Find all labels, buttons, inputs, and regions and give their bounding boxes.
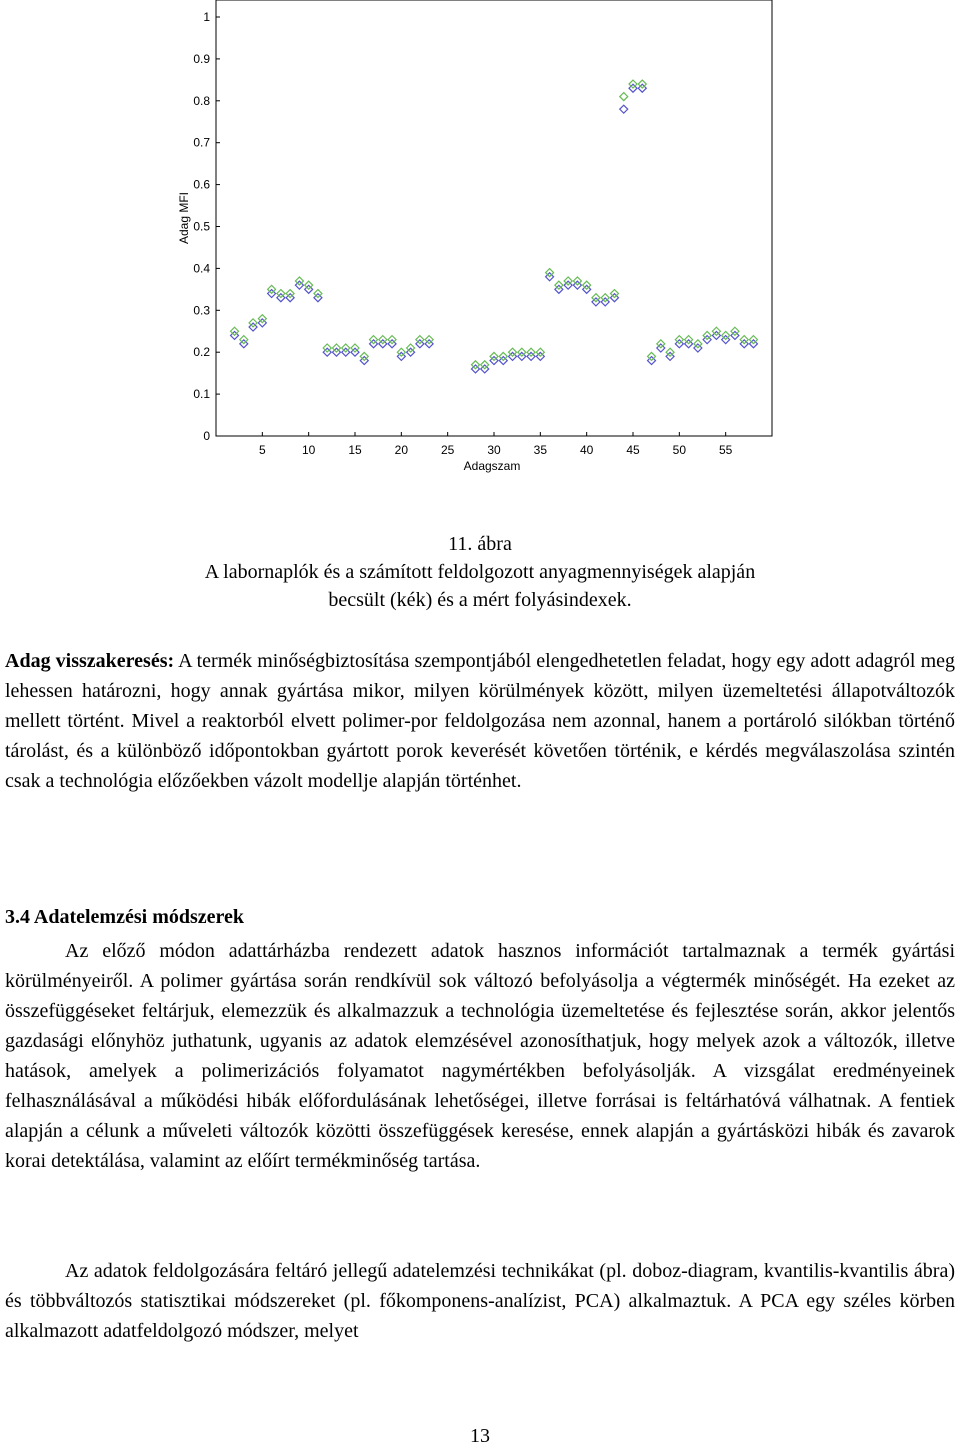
page-number: 13 [470,1425,490,1447]
paragraph-adag-visszakereses [5,646,955,796]
figure-caption-line: A labornaplók és a számított feldolgozott anyagmennyiségek alapján [204,561,756,583]
x-tick-label: 45 [626,443,640,457]
y-axis-label: Adag MFI [177,191,191,245]
scatter-chart [0,0,960,480]
x-tick-label: 40 [579,443,594,457]
y-tick-label: 0.3 [193,303,210,318]
figure-caption-number: 11. ábra [448,533,512,555]
y-tick-label: 0.8 [193,93,210,108]
x-tick-label: 30 [487,443,501,457]
y-tick-label: 0.2 [193,345,210,360]
x-tick-label: 15 [348,443,362,457]
y-tick-label: 0.4 [193,261,210,276]
paragraph-text: A termék minőségbiztosítása szempontjából elengedhetetlen feladat, hogy egy adott adagról meg lehessen határozni, hogy annak gyártása mikor, milyen körülmények között, milyen üzemeltetési állapotváltozók mellett történt. Mivel a reaktorból elvett polimer-por feldolgozása nem azonnal, hanem a portároló silókban történő tárolást, és a különböző időpontokban gyártott porok keverését követően történik, e kérdés megválaszolása szintén csak a technológia előzőekben vázolt modellje alapján történhet. [5,650,956,792]
section-heading: 3.4 Adatelemzési módszerek [5,906,245,928]
y-tick-label: 0.1 [193,387,210,402]
y-tick-label: 0 [203,429,210,443]
paragraph-pca: Az adatok feldolgozására feltáró jellegű adatelemzési technikákat (pl. doboz-diagram, kvantilis-kvantilis ábra) és többváltozós statisztikai módszereket (pl. főkomponens-analízist, PCA) alkalmaztuk. A PCA egy széles körben alkalmazott adatfeldolgozó módszer, melyet [5,1260,955,1342]
x-tick-label: 5 [258,443,266,457]
paragraph-lead: Adag visszakeresés: [5,650,175,672]
y-tick-label: 0.7 [193,135,210,150]
y-tick-label: 1 [203,10,210,24]
y-tick-label: 0.9 [193,51,210,66]
x-tick-label: 20 [394,443,409,457]
x-tick-label: 35 [533,443,548,457]
plot-area [216,0,772,436]
x-tick-label: 10 [301,443,316,457]
y-tick-label: 0.6 [193,177,210,192]
x-axis-label: Adagszam [463,459,521,473]
paragraph-adatelemzes: Az előző módon adattárházba rendezett adatok hasznos információt tartalmaznak a termék gyártási körülményeiről. A polimer gyártása során rendkívül sok változó befolyásolja a végtermék minőségét. Ha ezeket az összefüggéseket feltárjuk, elemezzük és alkalmazzuk a technológia üzemeltetése és fejlesztése során, akkor jelentős gazdasági előnyhöz juthatunk, ugyanis az adatok elemzésével azonosíthatjuk, hogy melyek azok a változók, illetve hatások, amelyek a polimerizációs folyamatot nagymértékben befolyásolják. A vizsgálat eredményeinek felhasználásával a működési hibák előfordulásának lehetőségei, illetve forrásai is feltárhatóvá válhatnak. A fentiek alapján a célunk a műveleti változók közötti összefüggések keresése, ennek alapján a gyártásközi hibák és zavarok korai detektálása, valamint az előírt termékminőség tartása. [5,940,955,1172]
x-tick-label: 50 [672,443,687,457]
y-tick-label: 0.5 [193,219,210,234]
figure-caption-line: becsült (kék) és a mért folyásindexek. [328,589,632,611]
x-tick-label: 55 [718,443,733,457]
x-tick-label: 25 [440,443,455,457]
